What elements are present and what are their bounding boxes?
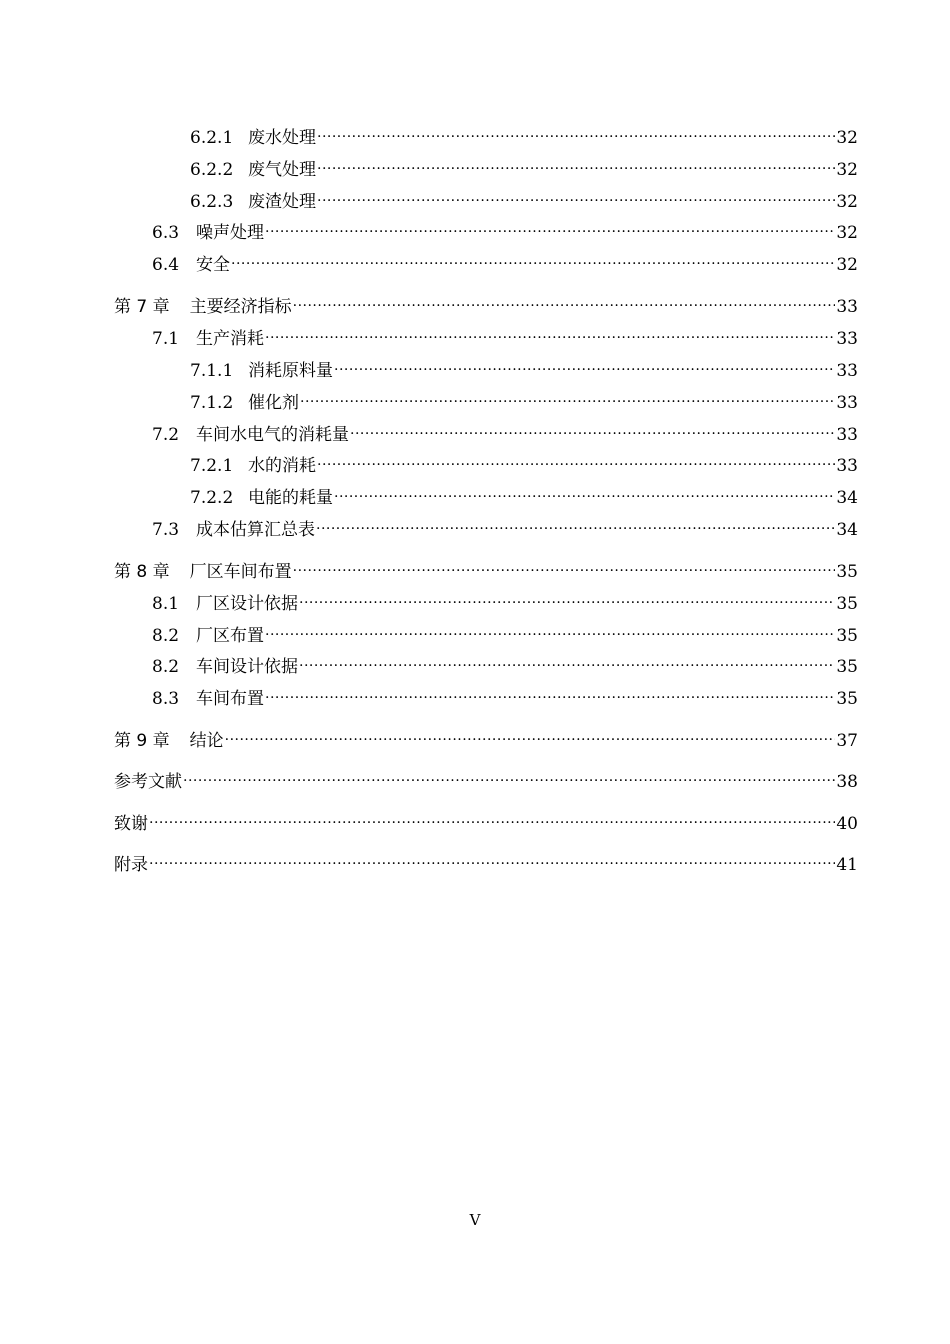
toc-entry-number: 6.2.2: [190, 160, 234, 180]
toc-entry[interactable]: [114, 724, 858, 752]
toc-entry-page: 32: [836, 128, 858, 148]
toc-entry-title: 主要经济指标: [189, 297, 292, 317]
toc-dot-leader: [293, 290, 836, 312]
toc-dot-leader: [316, 513, 835, 535]
toc-entry[interactable]: [190, 153, 858, 181]
toc-entry-number: 7.1.2: [190, 393, 234, 413]
toc-dot-leader: [317, 449, 835, 471]
toc-dot-leader: [231, 248, 835, 270]
toc-entry-page: 32: [836, 255, 858, 275]
toc-entry[interactable]: [114, 765, 858, 793]
toc-entry-title: 车间布置: [196, 689, 264, 709]
toc-dot-leader: [334, 354, 835, 376]
toc-dot-leader: [299, 650, 835, 672]
toc-entry-title: 废渣处理: [248, 192, 316, 212]
toc-entry[interactable]: [152, 216, 858, 244]
toc-entry[interactable]: [190, 481, 858, 509]
toc-entry-page: 34: [836, 520, 858, 540]
toc-dot-leader: [183, 765, 835, 787]
toc-dot-leader: [149, 848, 835, 870]
toc-dot-leader: [265, 682, 835, 704]
toc-entry-page: 33: [836, 329, 858, 349]
toc-dot-leader: [317, 185, 835, 207]
toc-entry-page: 35: [836, 689, 858, 709]
toc-entry-page: 41: [836, 855, 858, 875]
toc-entry[interactable]: [190, 354, 858, 382]
toc-entry-page: 32: [836, 160, 858, 180]
toc-entry-page: 33: [836, 425, 858, 445]
toc-dot-leader: [350, 418, 835, 440]
toc-entry[interactable]: [152, 418, 858, 446]
toc-entry-page: 37: [836, 731, 858, 751]
toc-dot-leader: [149, 807, 835, 829]
toc-entry[interactable]: [152, 322, 858, 350]
toc-entry-number: 8.3: [152, 689, 180, 709]
toc-entry-title: 催化剂: [248, 393, 299, 413]
toc-entry-title: 生产消耗: [196, 329, 264, 349]
page-number-footer: V: [469, 1211, 481, 1229]
toc-entry-title: 废水处理: [248, 128, 316, 148]
toc-entry-number: 8.2: [152, 657, 180, 677]
toc-entry-number: 7.1.1: [190, 361, 234, 381]
toc-dot-leader: [317, 121, 835, 143]
toc-entry-number: 7.2.2: [190, 488, 234, 508]
toc-entry-number: 6.2.3: [190, 192, 234, 212]
toc-entry-page: 33: [836, 456, 858, 476]
toc-entry[interactable]: [190, 449, 858, 477]
toc-entry-title: 车间水电气的消耗量: [196, 425, 349, 445]
toc-entry-title: 结论: [189, 731, 224, 751]
toc-entry-title: 安全: [196, 255, 230, 275]
toc-entry[interactable]: [114, 848, 858, 876]
toc-entry-title: 电能的耗量: [248, 488, 333, 508]
toc-entry-page: 35: [836, 594, 858, 614]
toc-entry-number: 7.2: [152, 425, 180, 445]
toc-entry-title: 车间设计依据: [196, 657, 298, 677]
toc-entry[interactable]: [152, 619, 858, 647]
toc-entry-title: 噪声处理: [196, 223, 264, 243]
toc-entry-title: 成本估算汇总表: [196, 520, 315, 540]
toc-entry-page: 38: [836, 772, 858, 792]
toc-entry-title: 参考文献: [114, 772, 182, 792]
toc-entry-page: 32: [836, 223, 858, 243]
toc-entry[interactable]: [152, 248, 858, 276]
toc-entry[interactable]: [152, 650, 858, 678]
toc-entry-title: 致谢: [114, 814, 148, 834]
toc-entry[interactable]: [114, 290, 858, 318]
toc-entry-number: 第 8 章: [114, 562, 170, 582]
toc-entry[interactable]: [152, 587, 858, 615]
toc-entry-number: 8.1: [152, 594, 180, 614]
toc-entry-page: 34: [836, 488, 858, 508]
toc-dot-leader: [265, 216, 835, 238]
toc-entry-page: 33: [836, 361, 858, 381]
toc-entry-title: 废气处理: [248, 160, 316, 180]
toc-dot-leader: [300, 386, 835, 408]
toc-entry-page: 35: [836, 626, 858, 646]
toc-entry-number: 7.1: [152, 329, 180, 349]
toc-entry[interactable]: [190, 386, 858, 414]
toc-dot-leader: [265, 322, 835, 344]
toc-entry-number: 6.2.1: [190, 128, 234, 148]
toc-entry[interactable]: [190, 121, 858, 149]
toc-entry-title: 消耗原料量: [248, 361, 333, 381]
toc-dot-leader: [299, 587, 835, 609]
toc-dot-leader: [225, 724, 836, 746]
toc-entry-title: 厂区设计依据: [196, 594, 298, 614]
toc-entry-page: 40: [836, 814, 858, 834]
toc-entry-number: 7.2.1: [190, 456, 234, 476]
toc-entry-title: 厂区车间布置: [189, 562, 292, 582]
toc-entry-page: 35: [836, 562, 858, 582]
toc-entry[interactable]: [114, 807, 858, 835]
toc-entry-page: 33: [836, 297, 858, 317]
toc-dot-leader: [293, 555, 836, 577]
toc-entry[interactable]: [152, 682, 858, 710]
toc-entry-number: 6.3: [152, 223, 180, 243]
toc-entry-number: 8.2: [152, 626, 180, 646]
toc-entry-title: 水的消耗: [248, 456, 316, 476]
toc-entry-page: 32: [836, 192, 858, 212]
toc-dot-leader: [334, 481, 835, 503]
toc-entry-page: 33: [836, 393, 858, 413]
toc-entry[interactable]: [114, 555, 858, 583]
toc-dot-leader: [265, 619, 835, 641]
toc-entry-number: 第 9 章: [114, 731, 170, 751]
toc-entry-title: 附录: [114, 855, 148, 875]
toc-dot-leader: [317, 153, 835, 175]
toc-entry[interactable]: [152, 513, 858, 541]
toc-entry-title: 厂区布置: [196, 626, 264, 646]
toc-entry[interactable]: [190, 185, 858, 213]
toc-entry-number: 第 7 章: [114, 297, 170, 317]
toc-entry-page: 35: [836, 657, 858, 677]
toc-entry-number: 7.3: [152, 520, 180, 540]
toc-entry-number: 6.4: [152, 255, 180, 275]
